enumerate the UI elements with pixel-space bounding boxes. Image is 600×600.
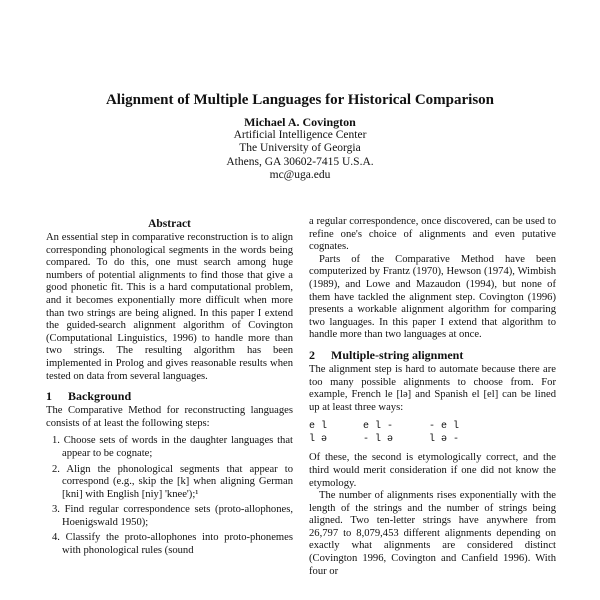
paragraph: The number of alignments rises exponentially with the length of the strings and the number of strings being aligned. Two ten-letter strings have anywhere from 26,797 to 8,079,453 different alignments depending on exactly what alignments are considered distinct (Covington 1996, Covington and Canfield 1996). With four or xyxy=(309,490,556,577)
list-item: 1. Choose sets of words in the daughter languages that appear to be cognate; xyxy=(52,435,293,459)
alignment-row: e l e l - - e l xyxy=(309,421,460,433)
alignment-row: l ə - l ə l ə - xyxy=(309,434,460,446)
section-heading xyxy=(309,348,556,362)
left-column xyxy=(46,218,293,561)
section-title: Background xyxy=(68,389,132,404)
author-block xyxy=(0,116,600,182)
paper-title: Alignment of Multiple Languages for Historical Comparison xyxy=(105,92,495,108)
section-number: 1 xyxy=(46,389,52,404)
section-title: Multiple-string alignment xyxy=(331,347,464,362)
address: Athens, GA 30602-7415 U.S.A. xyxy=(226,155,374,168)
paragraph: a regular correspondence, once discovered, can be used to refine one's choice of alignments and even putative cognates. xyxy=(309,216,556,253)
section-heading xyxy=(46,389,293,403)
affiliation: The University of Georgia xyxy=(239,142,361,155)
abstract-heading: Abstract xyxy=(148,218,191,230)
paragraph: Parts of the Comparative Method have been computerized by Frantz (1970), Hewson (1974), Wimbish (1989), and Lowe and Mazaudon (1994), but none of them have tackled the alignment step. Covington (1996) presents a workable alignment algorithm for comparing two languages. In this paper I extend that algorithm to handle more than two languages at once. xyxy=(309,253,556,341)
list-item: 3. Find regular correspondence sets (proto-allophones, Hoenigswald 1950); xyxy=(52,504,293,528)
paragraph: The Comparative Method for reconstructing languages consists of at least the following steps: xyxy=(46,405,293,429)
paragraph: The alignment step is hard to automate because there are too many possible alignments to choose from. For example, French le [lə] and Spanish el [el] can be lined up at least three ways: xyxy=(309,363,556,413)
steps-list xyxy=(46,435,293,557)
list-item: 2. Align the phonological segments that appear to correspond (e.g., skip the [k] when aligning German [kni] with English [niy] 'knee');¹ xyxy=(52,463,293,500)
affiliation: Artificial Intelligence Center xyxy=(233,129,367,142)
section-number: 2 xyxy=(309,347,315,362)
author-name: Michael A. Covington xyxy=(244,115,356,129)
right-column xyxy=(309,216,556,578)
abstract-text: An essential step in comparative reconstruction is to align corresponding phonological segments in the words being compared. To do this, one must search among huge numbers of potential alignments to find those that give a good phonetic fit. This is a hard computational problem, and it becomes exponentially more difficult when more than two strings are being aligned. In this paper I extend the guided-search alignment algorithm of Covington (Computational Linguistics, 1996) to handle more than two strings. The resulting algorithm has been implemented in Prolog and gives reasonable results when tested on data from several languages. xyxy=(46,232,293,382)
paragraph: Of these, the second is etymologically correct, and the third would merit consideration if one did not know the etymology. xyxy=(309,452,556,489)
alignment-example xyxy=(309,420,556,446)
email: mc@uga.edu xyxy=(269,168,331,181)
list-item: 4. Classify the proto-allophones into proto-phonemes with phonological rules (sound xyxy=(52,532,293,557)
